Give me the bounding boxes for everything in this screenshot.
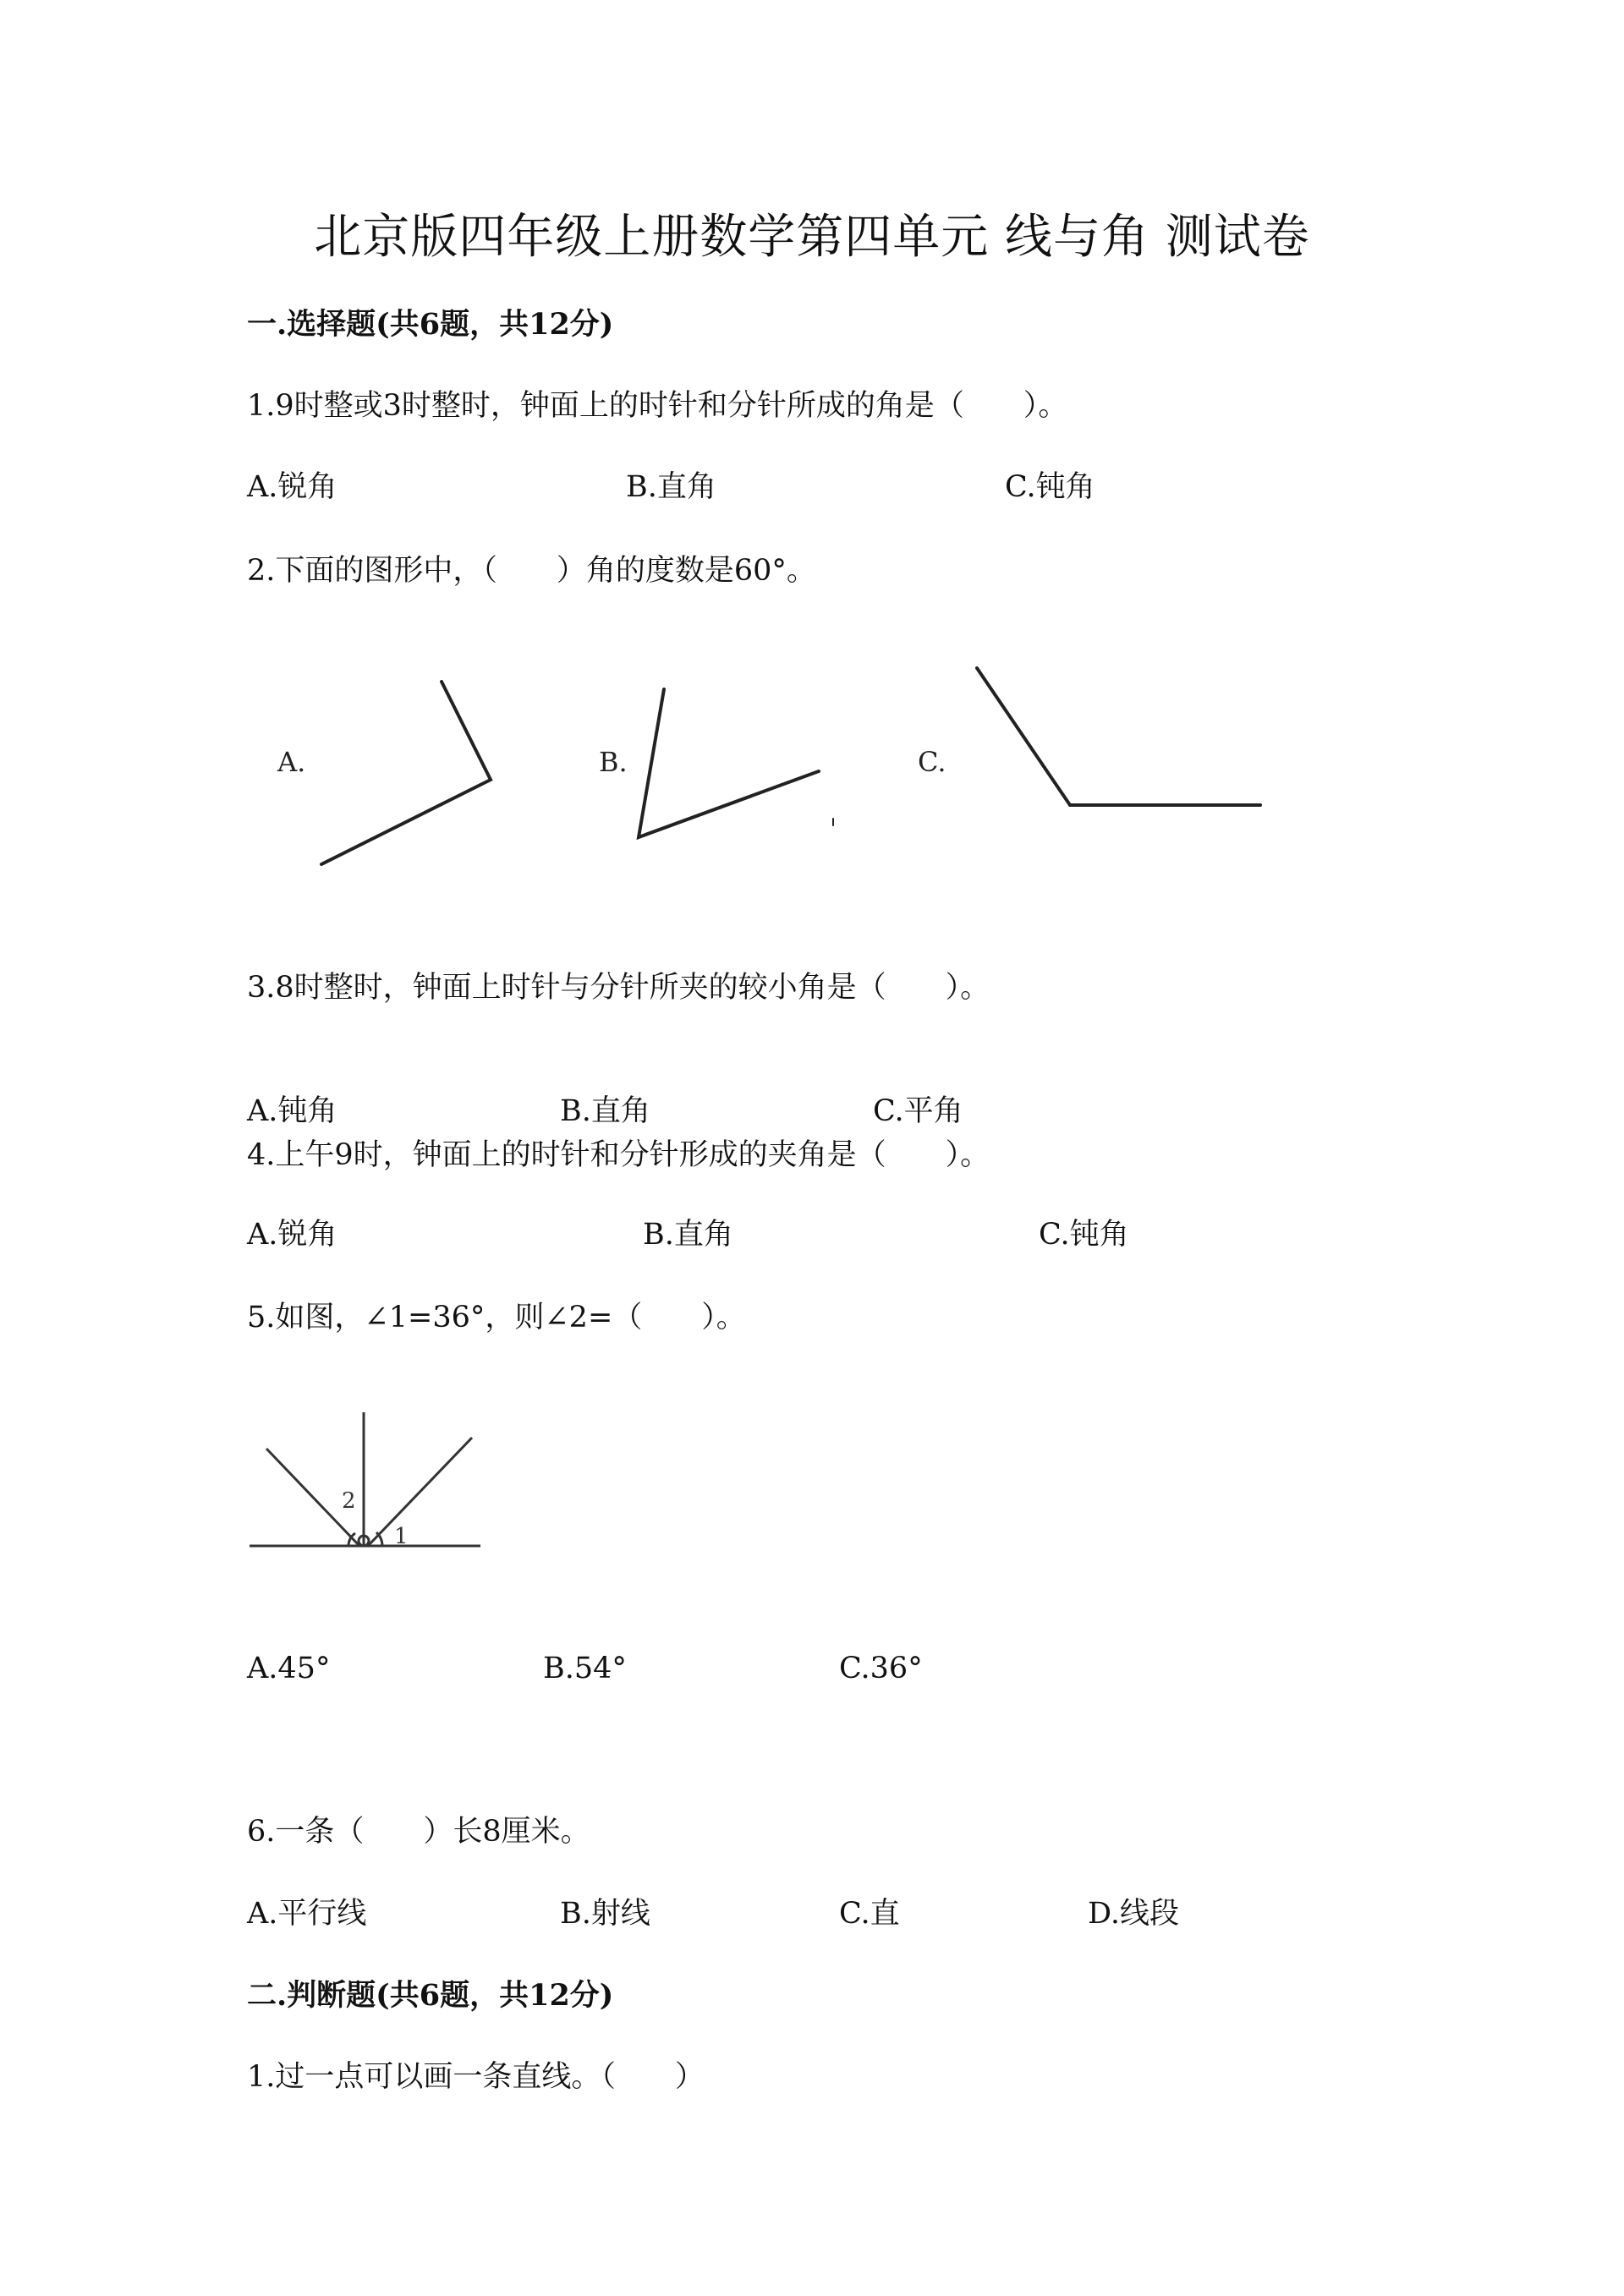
question-3-text: 3.8时整时，钟面上时针与分针所夹的较小角是（ ）。: [247, 971, 990, 1005]
section-heading-choice: 一.选择题(共6题，共12分): [247, 307, 614, 342]
q6-option-d[interactable]: D.线段: [1088, 1897, 1179, 1931]
section-heading-judgement: 二.判断题(共6题，共12分): [247, 1978, 614, 2013]
q4-option-a[interactable]: A.锐角: [247, 1218, 337, 1252]
q3-option-b[interactable]: B.直角: [560, 1094, 650, 1128]
q3-option-a[interactable]: A.钝角: [247, 1094, 337, 1128]
question-1-text: 1.9时整或3时整时，钟面上的时针和分针所成的角是（ ）。: [247, 389, 1068, 423]
q4-option-b[interactable]: B.直角: [643, 1218, 733, 1252]
judgement-question-1-text: 1.过一点可以画一条直线。（ ）: [247, 2060, 705, 2094]
q5-label-1: 1: [394, 1524, 409, 1549]
q6-option-a[interactable]: A.平行线: [247, 1897, 367, 1931]
q1-option-b[interactable]: B.直角: [626, 470, 716, 504]
question-2-text: 2.下面的图形中，（ ）角的度数是60°。: [247, 554, 816, 588]
q1-option-c[interactable]: C.钝角: [1005, 470, 1095, 504]
page-title: 北京版四年级上册数学第四单元 线与角 测试卷: [314, 210, 1310, 265]
q5-option-b[interactable]: B.54°: [543, 1652, 627, 1685]
q5-label-2: 2: [342, 1488, 356, 1514]
q6-option-b[interactable]: B.射线: [560, 1897, 650, 1931]
q5-option-a[interactable]: A.45°: [247, 1652, 331, 1685]
q2-label-b: B.: [599, 746, 628, 778]
q2-label-c: C.: [918, 746, 946, 778]
question-6-text: 6.一条（ ）长8厘米。: [247, 1815, 590, 1849]
q2-label-a: A.: [277, 746, 306, 778]
q6-option-c[interactable]: C.直: [839, 1897, 900, 1931]
q3-option-c[interactable]: C.平角: [873, 1094, 963, 1128]
question-5-text: 5.如图，∠1=36°，则∠2=（ ）。: [247, 1301, 746, 1334]
q5-option-c[interactable]: C.36°: [839, 1652, 923, 1685]
q1-option-a[interactable]: A.锐角: [247, 470, 337, 504]
question-4-text: 4.上午9时，钟面上的时针和分针形成的夹角是（ ）。: [247, 1138, 990, 1172]
q4-option-c[interactable]: C.钝角: [1039, 1218, 1129, 1252]
